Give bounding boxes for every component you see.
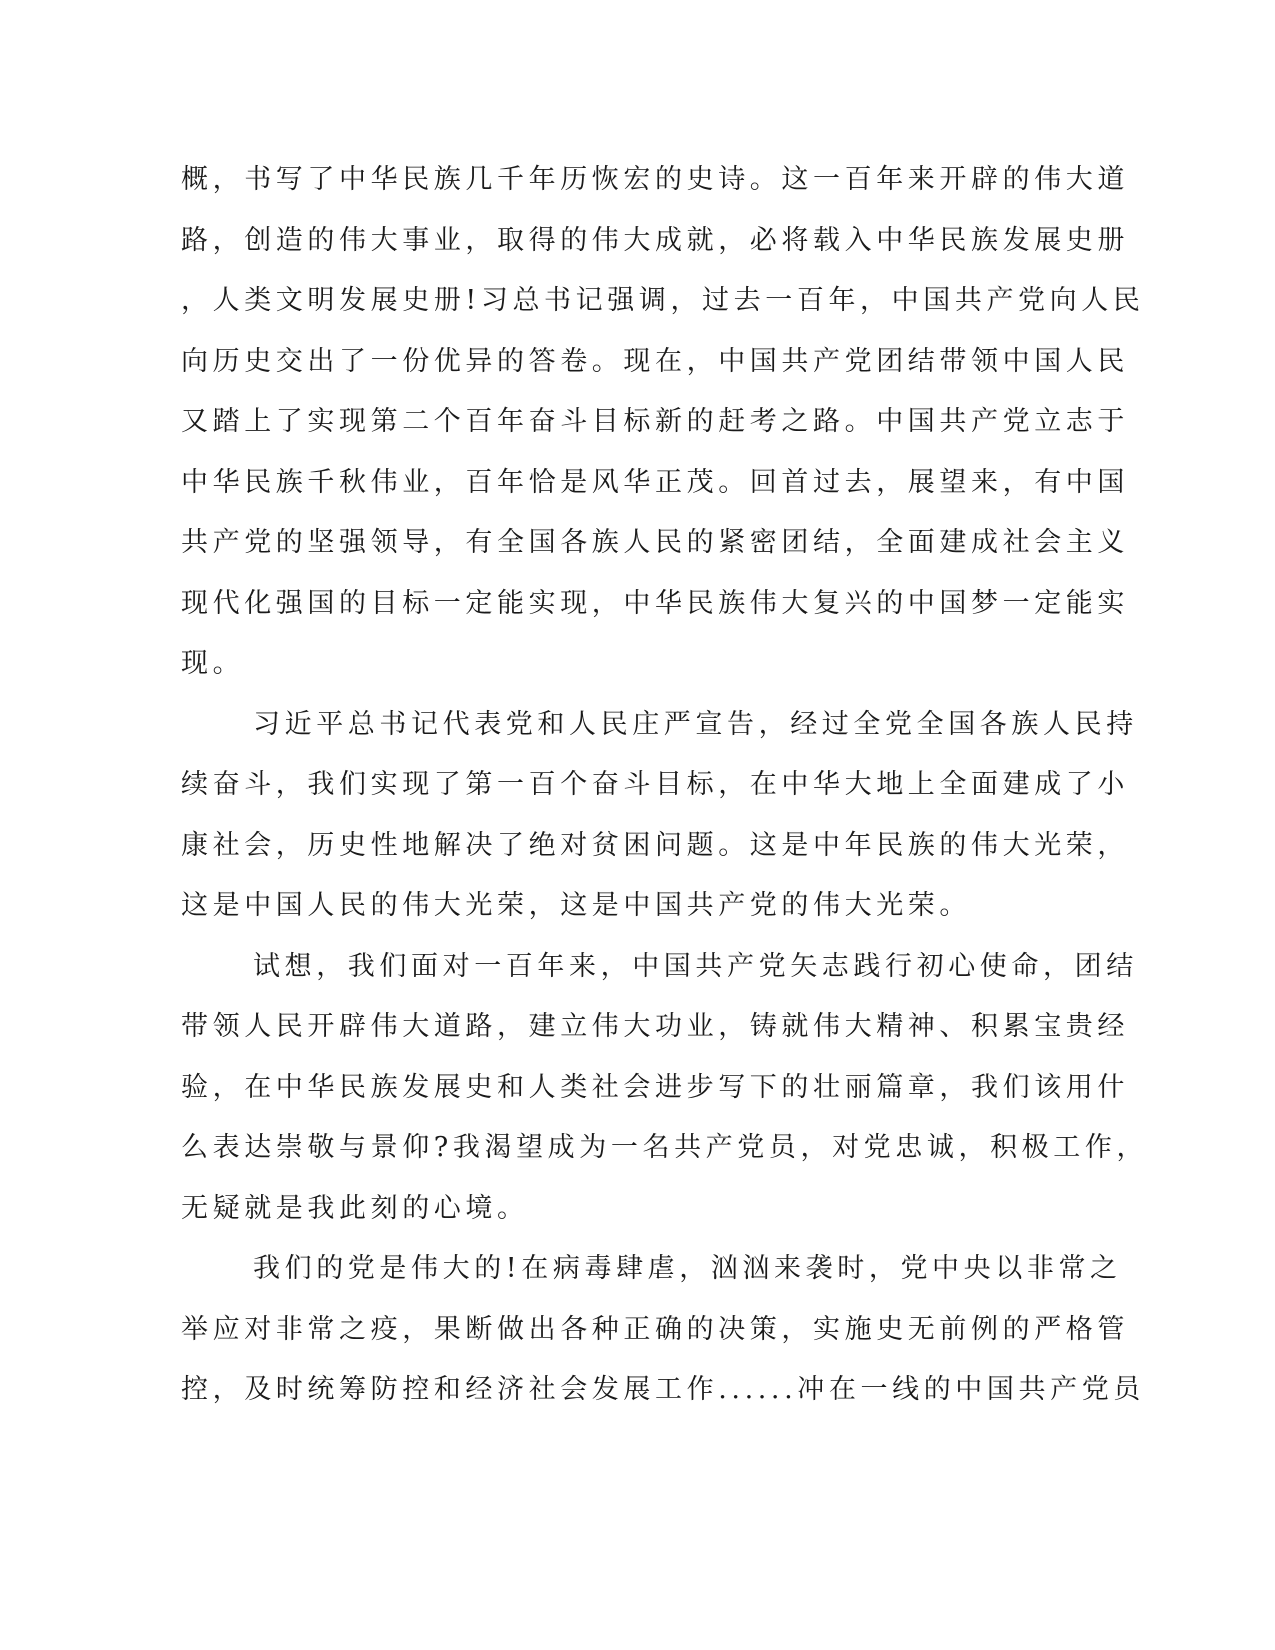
paragraph-first-line: 我们的党是伟大的!在病毒肆虐，汹汹来袭时，党中央以非常之 xyxy=(253,1253,1122,1284)
text-line: 路，创造的伟大事业，取得的伟大成就，必将载入中华民族发展史册 xyxy=(181,224,1129,256)
text-line: 控，及时统筹防控和经济社会发展工作......冲在一线的中国共产党员 xyxy=(181,1374,1145,1405)
text-line: 概，书写了中华民族几千年历恢宏的史诗。这一百年来开辟的伟大道 xyxy=(181,164,1129,195)
text-line: 验，在中华民族发展史和人类社会进步写下的壮丽篇章，我们该用什 xyxy=(181,1071,1129,1103)
text-line: 续奋斗，我们实现了第一百个奋斗目标，在中华大地上全面建成了小 xyxy=(181,769,1129,800)
text-line: 举应对非常之疫，果断做出各种正确的决策，实施史无前例的严格管 xyxy=(181,1313,1129,1345)
document-body xyxy=(181,150,1149,1421)
text-line: 现代化强国的目标一定能实现，中华民族伟大复兴的中国梦一定能实 xyxy=(181,587,1129,619)
text-line: 带领人民开辟伟大道路，建立伟大功业，铸就伟大精神、积累宝贵经 xyxy=(181,1011,1129,1042)
text-line: 向历史交出了一份优异的答卷。现在，中国共产党团结带领中国人民 xyxy=(181,345,1129,377)
text-line: ，人类文明发展史册!习总书记强调，过去一百年，中国共产党向人民 xyxy=(181,285,1145,316)
text-line: 无疑就是我此刻的心境。 xyxy=(181,1192,529,1224)
text-line: 这是中国人民的伟大光荣，这是中国共产党的伟大光荣。 xyxy=(181,890,971,921)
text-line: 中华民族千秋伟业，百年恰是风华正茂。回首过去，展望来，有中国 xyxy=(181,466,1129,498)
text-line: 又踏上了实现第二个百年奋斗目标新的赶考之路。中国共产党立志于 xyxy=(181,406,1129,437)
text-line: 现。 xyxy=(181,648,245,679)
paragraph-first-line: 习近平总书记代表党和人民庄严宣告，经过全党全国各族人民持 xyxy=(253,708,1138,740)
text-line: 康社会，历史性地解决了绝对贫困问题。这是中年民族的伟大光荣， xyxy=(181,829,1129,861)
paragraph-first-line: 试想，我们面对一百年来，中国共产党矢志践行初心使命，团结 xyxy=(253,950,1138,982)
text-line: 共产党的坚强领导，有全国各族人民的紧密团结，全面建成社会主义 xyxy=(181,527,1129,558)
text-line: 么表达崇敬与景仰?我渴望成为一名共产党员，对党忠诚，积极工作， xyxy=(181,1132,1149,1163)
